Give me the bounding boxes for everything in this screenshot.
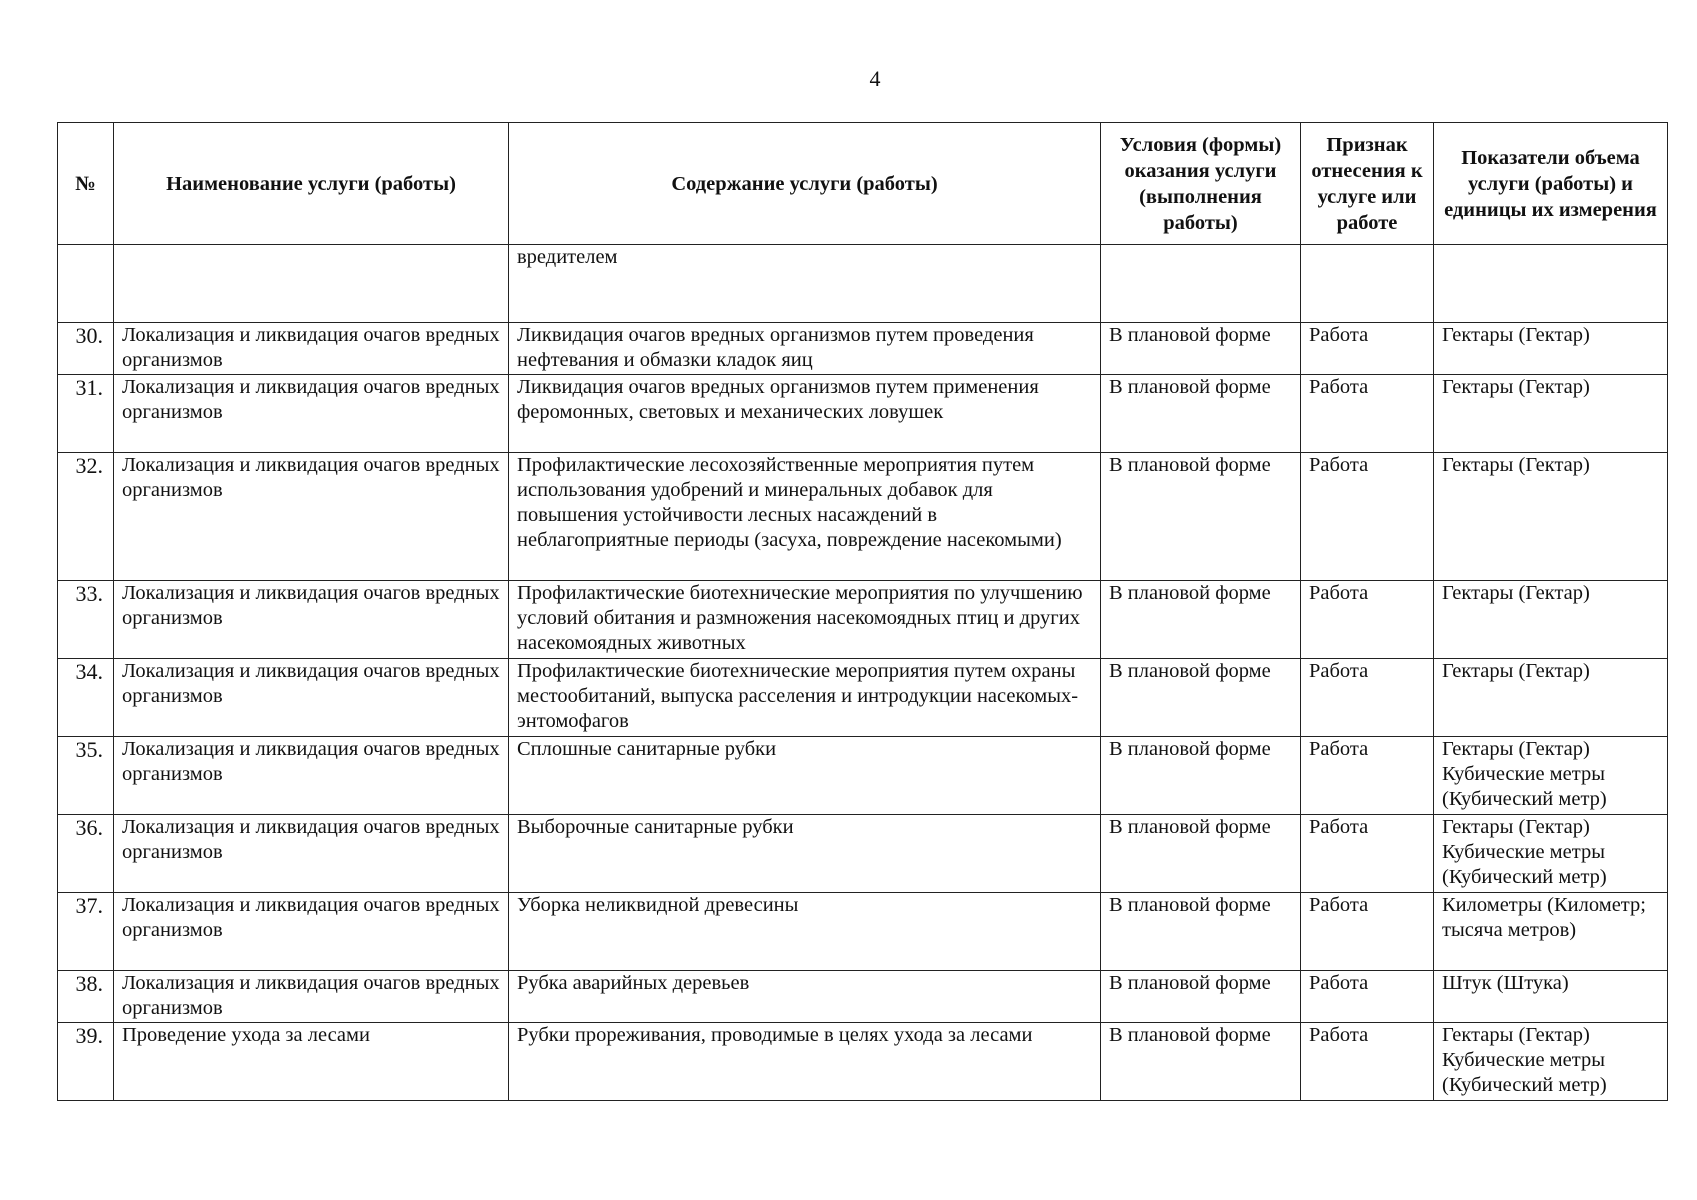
row-sign: Работа bbox=[1301, 659, 1434, 737]
row-indicators: Гектары (Гектар) Кубические метры (Кубический метр) bbox=[1434, 815, 1668, 893]
row-service-content: Профилактические биотехнические мероприятия по улучшению условий обитания и размножения насекомоядных птиц и других насекомоядных животных bbox=[509, 581, 1101, 659]
table-row bbox=[58, 581, 1668, 659]
table-row bbox=[58, 893, 1668, 971]
row-service-name: Локализация и ликвидация очагов вредных организмов bbox=[114, 375, 509, 453]
header-number: № bbox=[58, 123, 114, 245]
row-indicators: Штук (Штука) bbox=[1434, 971, 1668, 1023]
row-sign: Работа bbox=[1301, 971, 1434, 1023]
row-sign: Работа bbox=[1301, 893, 1434, 971]
row-service-content: Рубки прореживания, проводимые в целях ухода за лесами bbox=[509, 1023, 1101, 1101]
row-service-content: Ликвидация очагов вредных организмов путем проведения нефтевания и обмазки кладок яиц bbox=[509, 323, 1101, 375]
row-number: 30. bbox=[58, 323, 114, 375]
row-service-content: Профилактические лесохозяйственные мероприятия путем использования удобрений и минеральных добавок для повышения устойчивости лесных насаждений в неблагоприятные периоды (засуха, повреждение насекомыми) bbox=[509, 453, 1101, 581]
header-indicators: Показатели объема услуги (работы) и единицы их измерения bbox=[1434, 123, 1668, 245]
table-row bbox=[58, 971, 1668, 1023]
row-service-name bbox=[114, 245, 509, 323]
row-service-content: Выборочные санитарные рубки bbox=[509, 815, 1101, 893]
header-service-content: Содержание услуги (работы) bbox=[509, 123, 1101, 245]
row-conditions: В плановой форме bbox=[1101, 323, 1301, 375]
header-service-name: Наименование услуги (работы) bbox=[114, 123, 509, 245]
row-indicators: Гектары (Гектар) bbox=[1434, 581, 1668, 659]
row-conditions: В плановой форме bbox=[1101, 893, 1301, 971]
row-indicators: Гектары (Гектар) Кубические метры (Кубический метр) bbox=[1434, 1023, 1668, 1101]
row-service-content: Уборка неликвидной древесины bbox=[509, 893, 1101, 971]
row-service-name: Локализация и ликвидация очагов вредных организмов bbox=[114, 581, 509, 659]
table-row bbox=[58, 737, 1668, 815]
table-row bbox=[58, 1023, 1668, 1101]
row-number: 37. bbox=[58, 893, 114, 971]
row-indicators: Гектары (Гектар) bbox=[1434, 375, 1668, 453]
row-conditions: В плановой форме bbox=[1101, 815, 1301, 893]
table-row bbox=[58, 375, 1668, 453]
row-service-name: Локализация и ликвидация очагов вредных организмов bbox=[114, 737, 509, 815]
row-number: 35. bbox=[58, 737, 114, 815]
row-service-content: Сплошные санитарные рубки bbox=[509, 737, 1101, 815]
row-conditions: В плановой форме bbox=[1101, 581, 1301, 659]
row-number: 33. bbox=[58, 581, 114, 659]
row-service-content: Ликвидация очагов вредных организмов путем применения феромонных, световых и механических ловушек bbox=[509, 375, 1101, 453]
row-sign: Работа bbox=[1301, 581, 1434, 659]
row-indicators: Гектары (Гектар) bbox=[1434, 659, 1668, 737]
row-service-content: вредителем bbox=[509, 245, 1101, 323]
row-indicators: Гектары (Гектар) bbox=[1434, 453, 1668, 581]
table-row bbox=[58, 453, 1668, 581]
table-row bbox=[58, 245, 1668, 323]
row-service-name: Проведение ухода за лесами bbox=[114, 1023, 509, 1101]
row-indicators bbox=[1434, 245, 1668, 323]
row-number: 34. bbox=[58, 659, 114, 737]
row-sign: Работа bbox=[1301, 323, 1434, 375]
row-sign: Работа bbox=[1301, 375, 1434, 453]
row-service-name: Локализация и ликвидация очагов вредных организмов bbox=[114, 323, 509, 375]
table-header-row bbox=[58, 123, 1668, 245]
row-conditions: В плановой форме bbox=[1101, 971, 1301, 1023]
row-service-content: Профилактические биотехнические мероприятия путем охраны местообитаний, выпуска расселения и интродукции насекомых-энтомофагов bbox=[509, 659, 1101, 737]
row-service-name: Локализация и ликвидация очагов вредных организмов bbox=[114, 893, 509, 971]
row-service-name: Локализация и ликвидация очагов вредных организмов bbox=[114, 815, 509, 893]
row-number: 31. bbox=[58, 375, 114, 453]
row-number: 36. bbox=[58, 815, 114, 893]
row-sign: Работа bbox=[1301, 737, 1434, 815]
row-sign: Работа bbox=[1301, 1023, 1434, 1101]
row-indicators: Километры (Километр; тысяча метров) bbox=[1434, 893, 1668, 971]
row-conditions bbox=[1101, 245, 1301, 323]
page-number: 4 bbox=[869, 66, 881, 91]
row-number: 38. bbox=[58, 971, 114, 1023]
row-number bbox=[58, 245, 114, 323]
header-conditions: Условия (формы) оказания услуги (выполнения работы) bbox=[1101, 123, 1301, 245]
row-conditions: В плановой форме bbox=[1101, 659, 1301, 737]
row-sign bbox=[1301, 245, 1434, 323]
table-row bbox=[58, 815, 1668, 893]
services-table bbox=[57, 122, 1668, 1101]
row-indicators: Гектары (Гектар) bbox=[1434, 323, 1668, 375]
row-conditions: В плановой форме bbox=[1101, 1023, 1301, 1101]
row-service-name: Локализация и ликвидация очагов вредных организмов bbox=[114, 453, 509, 581]
row-service-name: Локализация и ликвидация очагов вредных организмов bbox=[114, 659, 509, 737]
row-conditions: В плановой форме bbox=[1101, 737, 1301, 815]
table-row bbox=[58, 323, 1668, 375]
row-service-name: Локализация и ликвидация очагов вредных организмов bbox=[114, 971, 509, 1023]
row-sign: Работа bbox=[1301, 453, 1434, 581]
row-number: 39. bbox=[58, 1023, 114, 1101]
row-conditions: В плановой форме bbox=[1101, 375, 1301, 453]
row-service-content: Рубка аварийных деревьев bbox=[509, 971, 1101, 1023]
header-sign: Признак отнесения к услуге или работе bbox=[1301, 123, 1434, 245]
row-sign: Работа bbox=[1301, 815, 1434, 893]
row-conditions: В плановой форме bbox=[1101, 453, 1301, 581]
row-indicators: Гектары (Гектар) Кубические метры (Кубический метр) bbox=[1434, 737, 1668, 815]
row-number: 32. bbox=[58, 453, 114, 581]
table-row bbox=[58, 659, 1668, 737]
